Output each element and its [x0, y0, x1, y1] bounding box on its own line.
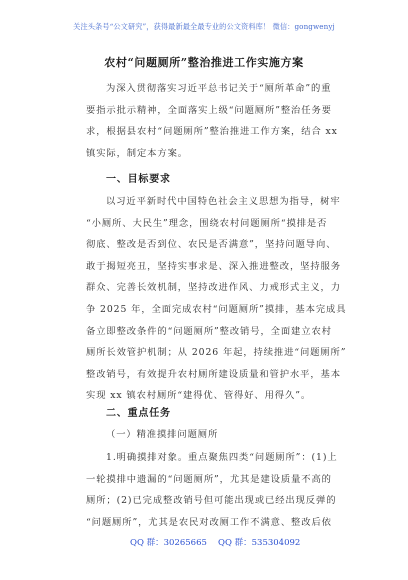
paragraph-line: “问题厕所”，尤其是农民对改厕工作不满意、整改后依 [86, 516, 332, 528]
paragraph-line: 敢于揭短亮丑，坚持实事求是、深入推进整改，坚持服务 [86, 260, 341, 272]
header-banner: 关注头条号“公文研究”，获得最新最全最专业的公文资料库！ 微信：gongwenyj [73, 22, 335, 31]
paragraph-line: 实现 xx 镇农村厕所“建得优、管得好、用得久”。 [86, 390, 312, 402]
paragraph-line: 厕所长效管护机制；从 2026 年起，持续推进“问题厕所” [86, 347, 347, 359]
paragraph-line: 群众、完善长效机制，坚持改进作风、力戒形式主义，力 [86, 282, 341, 294]
section-heading-tasks: 二、重点任务 [106, 408, 171, 419]
tasks-paragraph [86, 447, 354, 533]
paragraph-line: 要指示批示精神，全面落实上级“问题厕所”整治任务要 [86, 104, 332, 116]
paragraph-line: 一轮摸排中遗漏的“问题厕所”，尤其是建设质量不高的 [86, 473, 332, 485]
paragraph-line: 彻底、整改是否到位、农民是否满意”，坚持问题导向、 [86, 239, 337, 251]
subsection-heading: （一）精准摸排问题厕所 [106, 429, 219, 440]
footer-qq-group-1: QQ 群：30265665 [130, 538, 207, 548]
page-title: 农村“问题厕所”整治推进工作实施方案 [104, 56, 304, 69]
intro-paragraph [86, 78, 354, 164]
footer-qq-group-2: QQ 群：535304092 [218, 538, 301, 548]
paragraph-line: 为深入贯彻落实习近平总书记关于“厕所革命”的重 [106, 83, 332, 94]
paragraph-line: 备立即整改条件的“问题厕所”整改销号，全面建立农村 [86, 325, 332, 337]
paragraph-line: 求，根据县农村“问题厕所”整治推进工作方案，结合 xx [86, 126, 338, 138]
paragraph-line: “小厕所、大民生”理念，围绕农村问题厕所“摸排是否 [86, 217, 328, 229]
section-heading-goals: 一、目标要求 [106, 174, 171, 185]
paragraph-line: 整改销号，有效提升农村厕所建设质量和管护水平，基本 [86, 368, 341, 380]
goals-paragraph [86, 191, 354, 407]
paragraph-line: 厕所；(2)已完成整改销号但可能出现或已经出现反弹的 [86, 495, 337, 507]
paragraph-line: 镇实际，制定本方案。 [86, 147, 188, 159]
paragraph-line: 1.明确摸排对象。重点聚焦四类“问题厕所”：(1)上 [106, 452, 338, 463]
paragraph-line: 争 2025 年，全面完成农村“问题厕所”摸排，基本完成具 [86, 303, 347, 315]
paragraph-line: 以习近平新时代中国特色社会主义思想为指导，树牢 [106, 196, 341, 207]
